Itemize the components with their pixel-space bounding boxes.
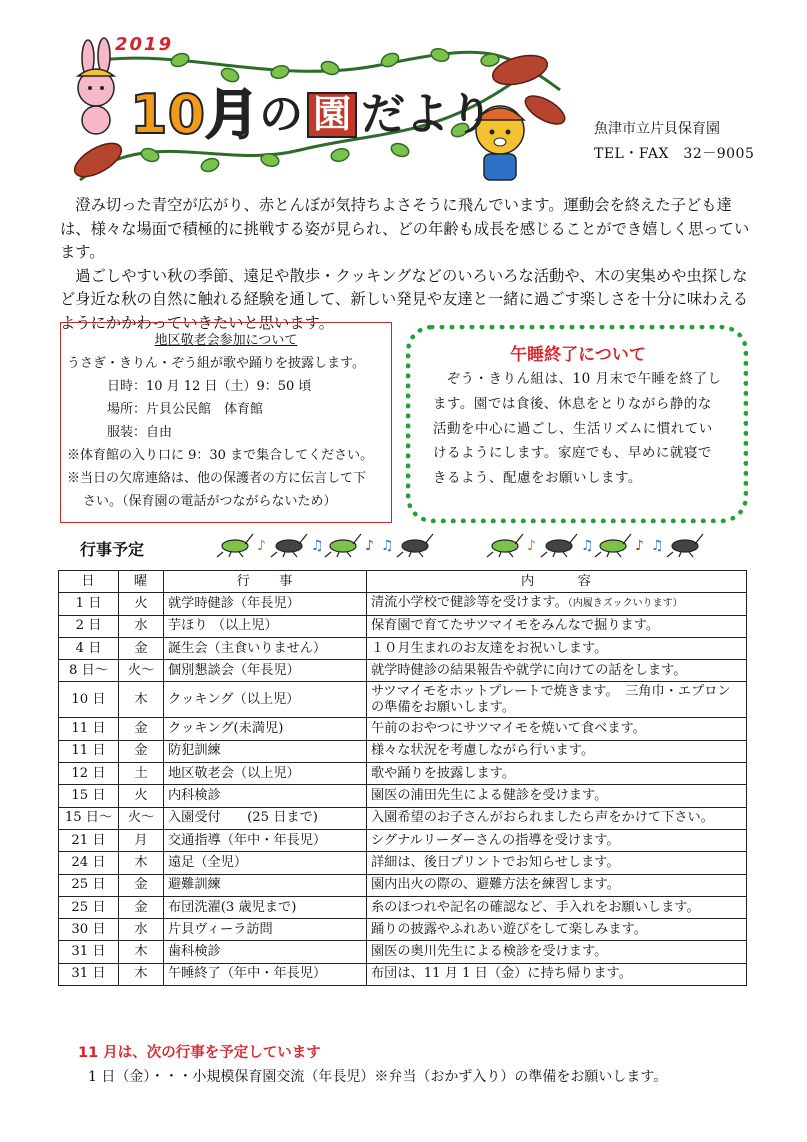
cell-day [59, 829, 119, 851]
cell-event [164, 785, 367, 807]
cell-content-text: サツマイモをホットプレートで焼きます。 三角巾・エプロンの準備をお願いします。 [371, 683, 731, 715]
cell-weekday-text: 月 [134, 832, 148, 848]
cell-weekday-text: 金 [134, 721, 148, 737]
header-weekday: 曜 [119, 571, 164, 593]
phone-fax: TEL・FAX 32－9005 [594, 146, 755, 162]
cell-content [367, 637, 747, 659]
cell-content-text: 踊りの披露やふれあい遊びをして楽しみます。 [371, 921, 647, 937]
masthead [60, 30, 570, 190]
keirokai-note: ※当日の欠席連絡は、他の保護者の方に伝言して下 [67, 471, 367, 486]
cell-day-text: 4 日 [75, 640, 102, 656]
november-body: 1 日（金）・・・小規模保育園交流（年長児）※弁当（おかず入り）の準備をお願いします。 [88, 1069, 668, 1085]
cell-day-text: 31 日 [71, 944, 106, 960]
cell-day-text: 25 日 [71, 877, 106, 893]
intro-paragraph: 澄み切った青空が広がり、赤とんぼが気持ちよさそうに飛んでいます。運動会を終えた子ども達は、様々な場面で積極的に挑戦する姿が見られ、どの年齢も成長を感じることができ嬉しく思っています。 [60, 196, 750, 261]
cell-event-text: 避難訓練 [168, 877, 221, 893]
cell-event-text: 防犯訓練 [168, 743, 221, 759]
cell-day [59, 615, 119, 637]
cell-event-text: 誕生会（主食いりません） [168, 640, 327, 656]
title-month: 10月 [130, 83, 260, 146]
cell-content-text: １０月生まれのお友達をお祝いします。 [371, 640, 608, 656]
svg-text:♪: ♪ [257, 538, 266, 554]
table-header-row [59, 571, 747, 593]
cell-day-text: 11 日 [71, 743, 106, 759]
cell-weekday-text: 木 [134, 944, 148, 960]
cell-day [59, 874, 119, 896]
cell-weekday-text: 金 [134, 877, 148, 893]
cell-day-text: 15 日～ [64, 810, 113, 826]
cell-day-text: 10 日 [71, 691, 106, 707]
cell-event [164, 874, 367, 896]
cell-weekday-text: 木 [134, 691, 148, 707]
cell-day [59, 682, 119, 718]
cell-content [367, 740, 747, 762]
cell-event [164, 763, 367, 785]
cell-weekday-text: 木 [134, 854, 148, 870]
nap-title: 午睡終了について [510, 345, 646, 365]
cell-weekday-text: 金 [134, 640, 148, 656]
cell-content [367, 852, 747, 874]
keirokai-date: 日時：10 月 12 日（土）9：50 頃 [107, 379, 312, 394]
newsletter-title [130, 83, 494, 146]
cell-weekday-text: 火 [134, 788, 148, 804]
cell-day-text: 31 日 [71, 966, 106, 982]
table-row [59, 740, 747, 762]
cell-weekday-text: 土 [134, 765, 148, 781]
intro-paragraph: 過ごしやすい秋の季節、遠足や散歩・クッキングなどのいろいろな活動や、木の実集めや虫探しなど身近な秋の自然に触れる経験を通して、新しい発見や友達と一緒に過ごす楽しさを十分に味わえるようにかかわっていきたいと思います。 [60, 266, 749, 332]
cell-content [367, 718, 747, 740]
cell-content [367, 963, 747, 985]
title-en: 園 [307, 92, 357, 138]
table-row [59, 829, 747, 851]
cell-content [367, 807, 747, 829]
cell-content-text: 園医の浦田先生による健診を受けます。 [371, 788, 608, 804]
cell-event [164, 593, 367, 615]
cell-weekday-text: 水 [134, 618, 148, 634]
cell-content-text: 保育園で育てたサツマイモをみんなで掘ります。 [371, 618, 660, 634]
cell-event [164, 896, 367, 918]
cell-event-text: クッキング(未満児) [168, 721, 284, 737]
cell-day-text: 30 日 [71, 921, 106, 937]
cell-weekday-text: 木 [134, 966, 148, 982]
cell-weekday [119, 874, 164, 896]
cell-weekday [119, 682, 164, 718]
cell-content [367, 874, 747, 896]
cell-event [164, 919, 367, 941]
cell-content-text: 園医の奥川先生による検診を受けます。 [371, 944, 608, 960]
table-row [59, 852, 747, 874]
cell-weekday [119, 896, 164, 918]
header-day: 日 [59, 571, 119, 593]
cell-event-text: 個別懇談会（年長児） [168, 662, 300, 678]
table-row [59, 785, 747, 807]
cell-event-text: 内科検診 [168, 788, 221, 804]
nap-notice [406, 325, 748, 523]
cell-content-text: 入園希望のお子さんがおられましたら声をかけて下さい。 [371, 810, 714, 826]
cell-event [164, 637, 367, 659]
cell-day [59, 660, 119, 682]
cell-content-text: 就学時健診の結果報告や就学に向けての話をします。 [371, 662, 687, 678]
cell-event-text: 布団洗濯(3 歳児まで) [168, 899, 297, 915]
intro-text [60, 194, 750, 335]
header-event: 行 事 [164, 571, 367, 593]
cell-day [59, 941, 119, 963]
title-end: だより [361, 89, 494, 140]
schedule-title: 行事予定 [80, 540, 145, 559]
cell-weekday [119, 807, 164, 829]
cell-content-text: 詳細は、後日プリントでお知らせします。 [371, 854, 620, 870]
table-row [59, 615, 747, 637]
cell-day [59, 593, 119, 615]
keirokai-notice [60, 322, 392, 523]
cell-content-text: 様々な状況を考慮しながら行います。 [371, 743, 595, 759]
keirokai-title: 地区敬老会参加について [154, 333, 298, 348]
cell-weekday [119, 740, 164, 762]
cell-day [59, 785, 119, 807]
cell-weekday [119, 593, 164, 615]
cell-day-text: 15 日 [71, 788, 106, 804]
cell-content [367, 941, 747, 963]
cell-event-text: 遠足（全児） [168, 854, 248, 870]
table-row [59, 941, 747, 963]
cell-weekday-text: 金 [134, 899, 148, 915]
cell-weekday [119, 763, 164, 785]
svg-text:♫: ♫ [311, 538, 324, 554]
cell-day-text: 12 日 [71, 765, 106, 781]
keirokai-note: さい。（保育園の電話がつながらないため） [83, 494, 337, 509]
cell-day [59, 637, 119, 659]
cell-day [59, 740, 119, 762]
cell-day-text: 1 日 [75, 595, 102, 611]
cell-weekday-text: 火 [134, 595, 148, 611]
cell-day [59, 919, 119, 941]
cell-weekday [119, 963, 164, 985]
cell-day-text: 2 日 [75, 618, 102, 634]
cell-content-text: 糸のほつれや記名の確認など、手入れをお願いします。 [371, 899, 700, 915]
cell-day [59, 718, 119, 740]
header-content: 内 容 [367, 571, 747, 593]
cell-event [164, 963, 367, 985]
cell-event [164, 740, 367, 762]
cell-weekday-text: 火～ [127, 810, 155, 826]
cell-day [59, 852, 119, 874]
cell-event-text: 交通指導（年中・年長児） [168, 832, 327, 848]
cell-weekday-text: 水 [134, 921, 148, 937]
cell-content-text: 清流小学校で健診等を受けます。 [371, 595, 568, 611]
crickets-music-decoration [215, 530, 745, 558]
cell-content-text: 布団は、11 月 1 日（金）に持ち帰ります。 [371, 966, 632, 982]
cell-day-text: 11 日 [71, 721, 106, 737]
keirokai-place: 場所：片貝公民館 体育館 [107, 402, 264, 417]
cell-content [367, 785, 747, 807]
cell-weekday [119, 941, 164, 963]
cell-event [164, 718, 367, 740]
cell-weekday-text: 金 [134, 743, 148, 759]
cell-weekday [119, 660, 164, 682]
cell-content [367, 829, 747, 851]
cell-event-text: 芋ほり （以上児） [168, 618, 278, 634]
cell-day-text: 25 日 [71, 899, 106, 915]
table-row [59, 637, 747, 659]
cell-content [367, 615, 747, 637]
svg-text:♫: ♫ [381, 538, 394, 554]
cell-event-text: クッキング（以上児） [168, 691, 300, 707]
cell-content [367, 660, 747, 682]
cell-day-text: 24 日 [71, 854, 106, 870]
keirokai-note: ※体育館の入り口に 9：30 まで集合してください。 [67, 448, 374, 463]
table-row [59, 963, 747, 985]
cell-content [367, 896, 747, 918]
table-row [59, 807, 747, 829]
table-row [59, 660, 747, 682]
year: 2019 [115, 34, 174, 55]
cell-weekday [119, 615, 164, 637]
cell-content-text: 園内出火の際の、避難方法を練習します。 [371, 877, 620, 893]
cell-event [164, 852, 367, 874]
school-name: 魚津市立片貝保育園 [594, 121, 720, 137]
november-title: 11 月は、次の行事を予定しています [78, 1045, 321, 1061]
cell-event-text: 片貝ヴィーラ訪問 [168, 921, 273, 937]
cell-event [164, 829, 367, 851]
cell-content [367, 919, 747, 941]
rabbit-icon [78, 38, 114, 134]
cell-day-text: 8 日～ [69, 662, 108, 678]
cell-event [164, 941, 367, 963]
cell-event-text: 入園受付 (25 日まで) [168, 810, 318, 826]
cell-event-text: 就学時健診（年長児） [168, 595, 300, 611]
cell-content [367, 682, 747, 718]
cell-day [59, 963, 119, 985]
cell-content-text: 歌や踊りを披露します。 [371, 765, 516, 781]
keirokai-dress: 服装：自由 [107, 425, 173, 440]
cell-day-text: 21 日 [71, 832, 106, 848]
cell-event-text: 地区敬老会（以上児） [168, 765, 300, 781]
cell-weekday [119, 718, 164, 740]
cell-content-note: （内履きズックいります） [567, 598, 683, 610]
svg-text:♪: ♪ [365, 538, 374, 554]
table-row [59, 896, 747, 918]
cell-weekday [119, 829, 164, 851]
cell-weekday [119, 852, 164, 874]
cell-weekday [119, 919, 164, 941]
cell-event [164, 615, 367, 637]
schedule-table [58, 570, 747, 986]
table-row [59, 874, 747, 896]
table-row [59, 763, 747, 785]
nap-body: ぞう・きりん組は、10 月末で午睡を終了します。園では食後、休息をとりながら静的な活動を中心に過ごし、生活リズムに慣れていけるようにします。家庭でも、早めに就寝できるよう、配慮をお願いします。 [433, 371, 722, 487]
cell-day [59, 807, 119, 829]
cell-event-text: 午睡終了（年中・年長児） [168, 966, 327, 982]
cell-event-text: 歯科検診 [168, 944, 221, 960]
cell-content-text: 午前のおやつにサツマイモを焼いて食べます。 [371, 721, 646, 737]
table-row [59, 718, 747, 740]
cell-event [164, 660, 367, 682]
cell-content [367, 763, 747, 785]
cell-content-text: シグナルリーダーさんの指導を受けます。 [371, 832, 620, 848]
cell-event [164, 682, 367, 718]
keirokai-line: うさぎ・きりん・ぞう組が歌や踊りを披露します。 [67, 356, 365, 371]
cell-content [367, 593, 747, 615]
table-row [59, 682, 747, 718]
table-row [59, 919, 747, 941]
title-no: の [259, 89, 304, 140]
cell-weekday-text: 火～ [127, 662, 155, 678]
cell-event [164, 807, 367, 829]
cell-weekday [119, 637, 164, 659]
cell-weekday [119, 785, 164, 807]
cell-day [59, 763, 119, 785]
cell-day [59, 896, 119, 918]
table-row [59, 593, 747, 615]
